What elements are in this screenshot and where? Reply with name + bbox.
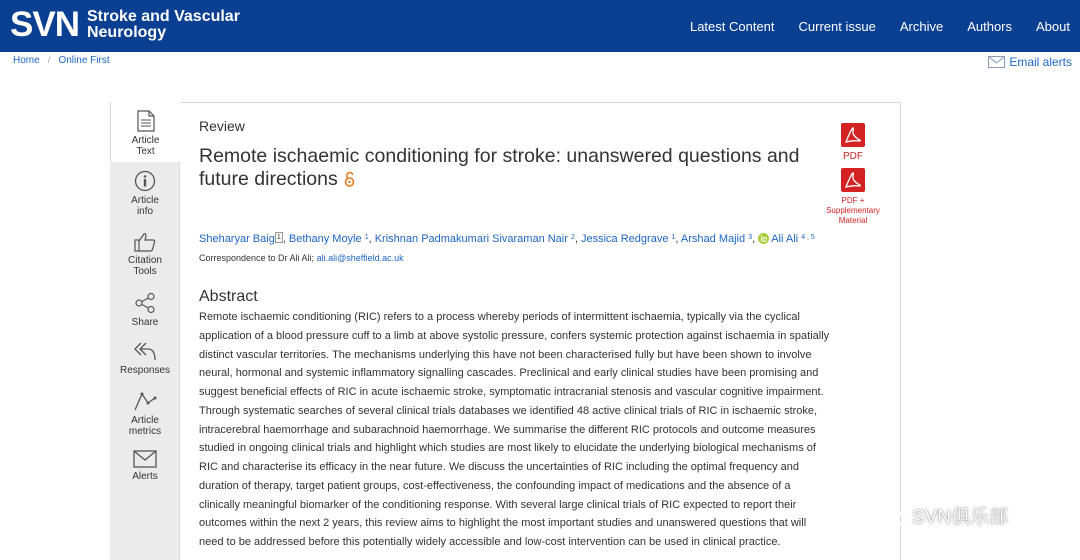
rail-item-label: info [136, 206, 154, 217]
abstract-heading: Abstract [199, 288, 258, 305]
journal-name [87, 9, 240, 41]
orcid-icon[interactable] [758, 233, 769, 244]
abstract-line: application of a blood pressure cuff to a limb at above systolic pressure, confers systemic protection against ischaemia in spatially [199, 329, 830, 342]
correspondence-prefix: Correspondence to Dr Ali Ali; [199, 253, 315, 263]
wechat-logo-icon [866, 498, 906, 532]
breadcrumb [13, 55, 110, 66]
article-tools-rail [110, 102, 180, 560]
article-title-line2: future directions [199, 168, 338, 190]
pdf-file-icon [840, 167, 866, 193]
rail-item-label: Article [131, 135, 160, 146]
envelope-icon [133, 450, 157, 468]
rail-item-responses[interactable] [110, 340, 180, 376]
pdf-supp-label-line2: Supplementary [826, 206, 880, 215]
pdf-file-icon [840, 122, 866, 148]
breadcrumb-home[interactable]: Home [13, 55, 40, 66]
rail-item-label: metrics [128, 426, 162, 437]
affiliation-marker[interactable]: 4 , 5 [801, 234, 815, 241]
nav-current-issue[interactable]: Current issue [798, 18, 876, 34]
author-link[interactable]: Jessica Redgrave [581, 233, 669, 245]
journal-name-line1: Stroke and Vascular [86, 8, 240, 25]
author-separator: , [675, 233, 681, 245]
pdf-supplementary-download-button[interactable] [819, 167, 887, 226]
journal-name-line2: Neurology [86, 24, 167, 41]
document-icon [137, 110, 155, 132]
rail-item-label: Article [131, 195, 159, 206]
nav-about[interactable]: About [1036, 18, 1070, 34]
abstract-line: suggest beneficial effects of RIC in acute ischaemic stroke, symptomatic intracranial stenosis and vascular cognitive impairment. [199, 386, 824, 398]
open-access-icon [344, 171, 355, 187]
author-link[interactable]: Krishnan Padmakumari Sivaraman Nair [374, 233, 568, 245]
rail-item-article-info[interactable] [110, 170, 180, 217]
article-title-line1: Remote ischaemic conditioning for stroke: unanswered questions and [199, 145, 800, 167]
rail-item-label: Tools [133, 266, 157, 277]
site-header [0, 0, 1080, 52]
pdf-supp-label-line1: PDF + [841, 196, 865, 205]
rail-item-share[interactable] [110, 292, 180, 328]
rail-item-article-text[interactable] [110, 102, 180, 162]
envelope-icon [988, 56, 1005, 68]
nav-latest-content[interactable]: Latest Content [689, 18, 775, 34]
abstract-line: distinct vascular territories. The mechanisms underlying this have not been characterised fully but have been shown to involve [199, 348, 812, 361]
abstract-line: duration of therapy, target patient groups, cost-effectiveness, the confounding impact of medications and the absence of a [199, 479, 791, 492]
nav-authors[interactable]: Authors [967, 18, 1013, 34]
abstract-line: outcomes within the next 2 years, this review aims to highlight the most important studies and unanswered questions that will [199, 517, 807, 530]
author-link[interactable]: Arshad Majid [680, 233, 746, 245]
rail-item-article-metrics[interactable] [110, 390, 180, 437]
metrics-icon [133, 390, 157, 412]
article-title [199, 145, 829, 191]
pdf-label: PDF [843, 151, 863, 162]
affiliation-marker[interactable]: 2 [570, 234, 575, 241]
nav-archive[interactable]: Archive [899, 18, 944, 34]
thumbs-up-icon [134, 232, 156, 252]
author-link[interactable]: Sheharyar Baig [199, 233, 275, 245]
affiliation-marker[interactable]: 1 [364, 234, 369, 241]
author-separator: , [752, 233, 759, 245]
breadcrumb-separator: / [47, 55, 51, 66]
author-link[interactable]: Ali Ali [771, 233, 799, 245]
author-list [199, 232, 815, 245]
abstract-body [199, 308, 874, 552]
pdf-download-button[interactable] [839, 122, 867, 162]
main-nav [666, 0, 1070, 52]
article-type: Review [199, 118, 245, 134]
author-separator: , [282, 233, 289, 245]
affiliation-marker[interactable]: 1 [276, 234, 281, 241]
author-link[interactable]: Bethany Moyle [288, 233, 362, 245]
rail-item-label: Citation [128, 255, 162, 266]
rail-item-label: Alerts [132, 471, 158, 482]
reply-all-icon [133, 340, 157, 362]
abstract-line: clinically meaningful biomarker of the conditioning response. With several large clinical trials of RIC expected to report their [199, 498, 797, 511]
abstract-line: Remote ischaemic conditioning (RIC) refers to a process whereby periods of intermittent ischaemia, typically via the cyclical [199, 311, 800, 323]
rail-item-label: Article [131, 415, 159, 426]
info-icon [134, 170, 156, 192]
share-icon [134, 292, 156, 314]
abstract-line: neural, hormonal and systemic inflammatory signalling cascades. Preclinical and early clinical studies have been promising and [199, 367, 819, 380]
journal-logo[interactable] [10, 5, 240, 45]
rail-item-label: Share [131, 317, 159, 328]
logo-mark: SVN [10, 5, 79, 44]
rail-item-citation-tools[interactable] [110, 232, 180, 277]
rail-item-alerts[interactable] [110, 450, 180, 482]
abstract-line: need to be addressed before this potentially widely accessible and low-cost intervention can be used in clinical practice. [199, 536, 781, 548]
abstract-line: studied in ongoing clinical trials and highlight which studies are most likely to elucidate the underlying biological mechanisms of [199, 442, 816, 455]
watermark-text: SVN俱乐部 [912, 506, 1009, 528]
author-separator: , [368, 233, 375, 245]
email-alerts-link[interactable] [988, 55, 1072, 69]
abstract-line: Through systematic searches of several clinical trials databases we identified 48 active clinical trials of RIC in ischaemic stroke, [199, 404, 818, 417]
affiliation-marker[interactable]: 1 [671, 234, 676, 241]
pdf-supp-label-line3: Material [838, 216, 868, 225]
correspondence-line [199, 253, 404, 263]
wechat-watermark [866, 498, 1008, 532]
author-separator: , [574, 233, 581, 245]
rail-item-label: Responses [119, 365, 171, 376]
email-alerts-label: Email alerts [1009, 55, 1072, 69]
abstract-line: RIC and characterise its efficacy in the near future. We discuss the uncertainties of RIC including the optimal frequency and [199, 461, 800, 473]
affiliation-marker[interactable]: 3 [748, 234, 753, 241]
breadcrumb-online-first[interactable]: Online First [58, 55, 110, 66]
correspondence-email-link[interactable]: ali.ali@sheffield.ac.uk [316, 253, 404, 263]
abstract-line: intracerebral haemorrhage and subarachnoid haemorrhage. We summarise the different RIC protocols and outcome measures [199, 423, 816, 436]
rail-item-label: Text [136, 146, 155, 157]
